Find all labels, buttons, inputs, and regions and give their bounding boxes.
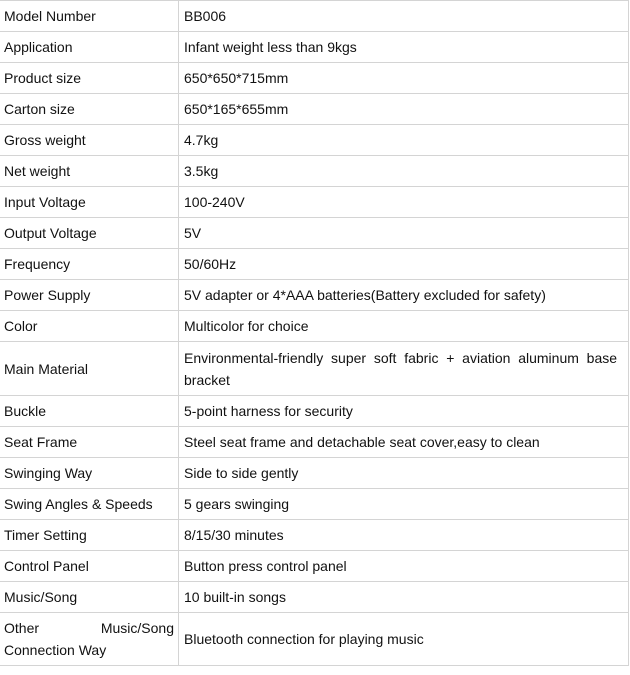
table-row (0, 551, 629, 582)
row-label: Control Panel (0, 551, 179, 582)
row-value: 650*650*715mm (179, 63, 629, 94)
value-line-1 (184, 347, 624, 369)
table-row (0, 489, 629, 520)
table-row (0, 427, 629, 458)
row-value: 5 gears swinging (179, 489, 629, 520)
row-value: BB006 (179, 1, 629, 32)
row-label: Color (0, 311, 179, 342)
row-value: Multicolor for choice (179, 311, 629, 342)
row-label: Swinging Way (0, 458, 179, 489)
row-label: Timer Setting (0, 520, 179, 551)
label-word-2: Music/Song (100, 620, 174, 636)
label-line-1 (4, 617, 174, 639)
label-line-2: Connection Way (4, 642, 107, 658)
row-label: Seat Frame (0, 427, 179, 458)
table-row (0, 396, 629, 427)
label-word-1: Other (4, 620, 40, 636)
row-label: Product size (0, 63, 179, 94)
row-label: Swing Angles & Speeds (0, 489, 179, 520)
row-value: 650*165*655mm (179, 94, 629, 125)
table-row (0, 1, 629, 32)
table-row (0, 311, 629, 342)
row-label: Net weight (0, 156, 179, 187)
table-row (0, 613, 629, 666)
row-label: Input Voltage (0, 187, 179, 218)
table-row (0, 342, 629, 396)
table-row (0, 187, 629, 218)
row-label: Frequency (0, 249, 179, 280)
row-value: 5V (179, 218, 629, 249)
row-value: 10 built-in songs (179, 582, 629, 613)
row-value: Bluetooth connection for playing music (179, 613, 629, 666)
table-row (0, 94, 629, 125)
row-value: 4.7kg (179, 125, 629, 156)
row-value: 5V adapter or 4*AAA batteries(Battery excluded for safety) (179, 280, 629, 311)
table-row (0, 156, 629, 187)
table-row (0, 458, 629, 489)
value-line-1-text: Environmental-friendly super soft fabric + aviation aluminum base (184, 349, 618, 366)
row-label: Application (0, 32, 179, 63)
table-row (0, 520, 629, 551)
table-row (0, 280, 629, 311)
row-value: 50/60Hz (179, 249, 629, 280)
row-value: Steel seat frame and detachable seat cover,easy to clean (179, 427, 629, 458)
value-line-2: bracket (184, 371, 230, 388)
row-value: 100-240V (179, 187, 629, 218)
table-row (0, 582, 629, 613)
table-row (0, 249, 629, 280)
row-label: Carton size (0, 94, 179, 125)
row-label: Model Number (0, 1, 179, 32)
row-value (179, 342, 629, 396)
row-value: Side to side gently (179, 458, 629, 489)
row-label: Gross weight (0, 125, 179, 156)
table-row (0, 125, 629, 156)
table-row (0, 32, 629, 63)
row-label: Power Supply (0, 280, 179, 311)
row-label (0, 613, 179, 666)
row-value: Infant weight less than 9kgs (179, 32, 629, 63)
row-label: Music/Song (0, 582, 179, 613)
row-value: 3.5kg (179, 156, 629, 187)
table-row (0, 218, 629, 249)
row-label: Output Voltage (0, 218, 179, 249)
table-row (0, 63, 629, 94)
row-value: 5-point harness for security (179, 396, 629, 427)
row-label: Main Material (0, 342, 179, 396)
row-label: Buckle (0, 396, 179, 427)
row-value: Button press control panel (179, 551, 629, 582)
row-value: 8/15/30 minutes (179, 520, 629, 551)
